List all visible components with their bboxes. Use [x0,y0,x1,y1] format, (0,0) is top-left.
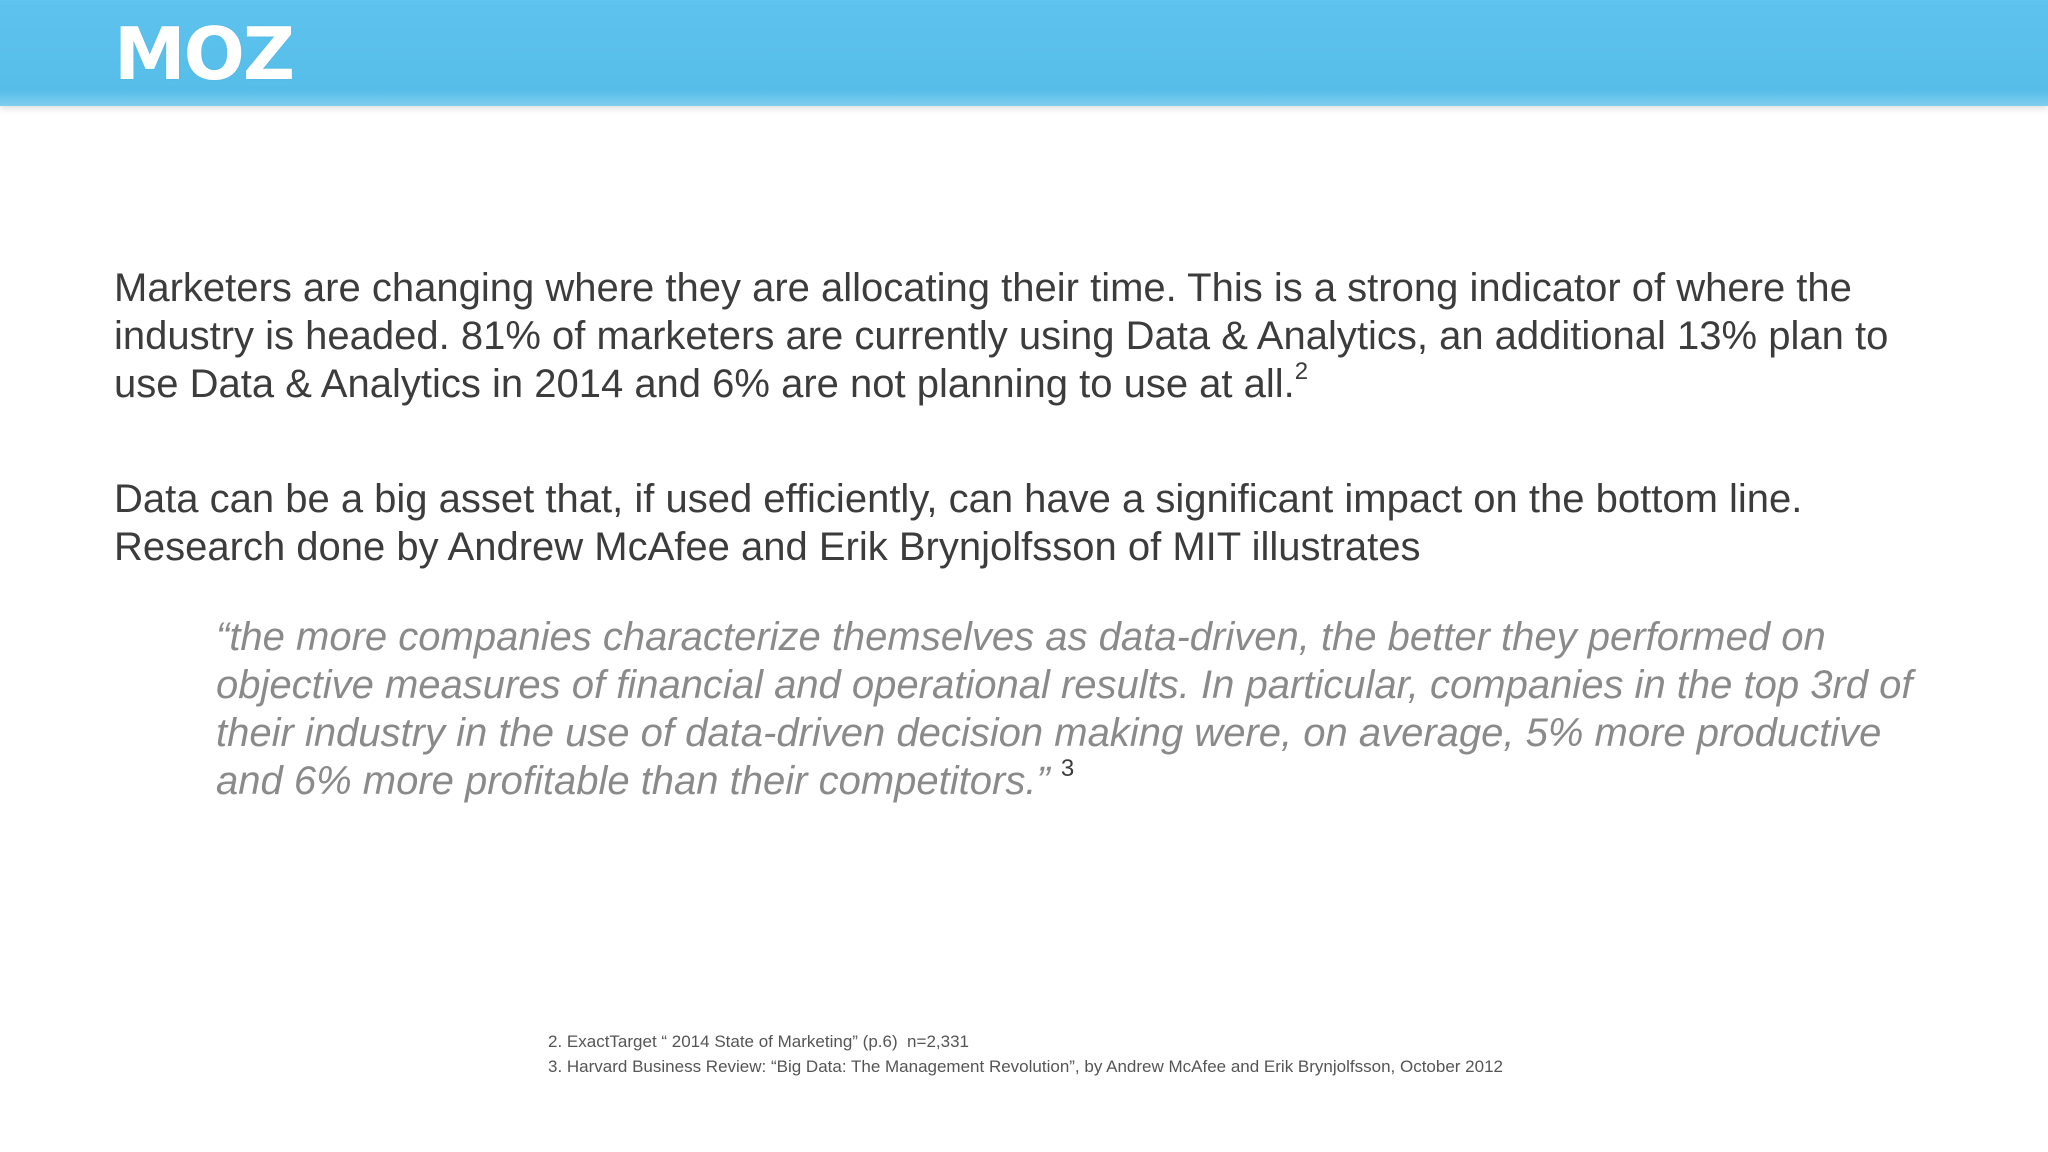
quote-text: “the more companies characterize themselves as data-driven, the better they performed on objective measures of financial and operational results. In particular, companies in the top 3rd of their industry in the use of data-driven decision making were, on average, 5% more productive and 6% more profitable than their competitors.” [216,615,1913,803]
footnote-ref-2: 2 [1294,358,1309,385]
footnote-2: 2. ExactTarget “ 2014 State of Marketing” (p.6) n=2,331 [548,1032,969,1051]
quote-block [216,613,1916,805]
paragraph-data-asset-text: Data can be a big asset that, if used efficiently, can have a significant impact on the bottom line. Research done by Andrew McAfee and Erik Brynjolfsson of MIT illustrates [114,477,1803,569]
paragraph-marketers [114,264,1934,408]
footnotes [548,1029,1948,1079]
paragraph-marketers-text: Marketers are changing where they are allocating their time. This is a strong indicator of where the industry is headed. 81% of marketers are currently using Data & Analytics, an additional 13% plan to use Data & Analytics in 2014 and 6% are not planning to use at all. [114,266,1889,406]
moz-logo: MOZ [114,12,294,96]
paragraph-data-asset [114,475,1934,571]
footnote-3: 3. Harvard Business Review: “Big Data: The Management Revolution”, by Andrew McAfee and Erik Brynjolfsson, October 2012 [548,1057,1503,1076]
header-bar [0,0,2048,106]
footnote-ref-3: 3 [1060,755,1075,782]
